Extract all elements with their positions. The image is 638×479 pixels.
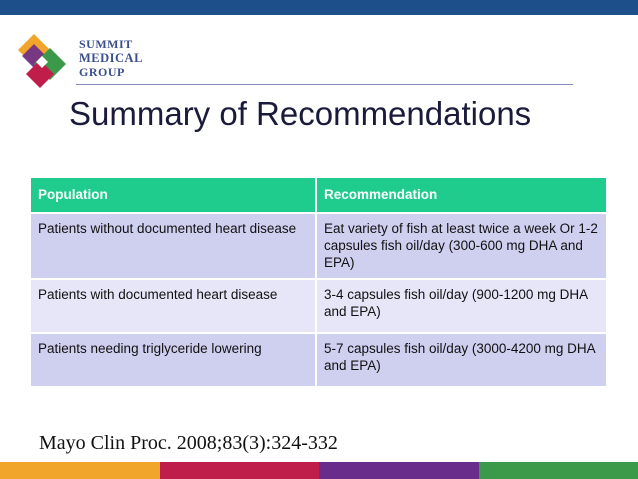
- table-row: [31, 333, 606, 386]
- stripe-red: [160, 462, 320, 479]
- summit-diamond-logo-icon: [14, 30, 78, 94]
- recommendation-cell: 5-7 capsules fish oil/day (3000-4200 mg DHA and EPA): [316, 333, 606, 386]
- header-population: Population: [31, 178, 316, 213]
- top-banner-bar: [0, 0, 638, 15]
- population-cell: Patients without documented heart disease: [31, 213, 316, 279]
- stripe-purple: [319, 462, 479, 479]
- slide-title: Summary of Recommendations: [69, 95, 532, 132]
- citation: Mayo Clin Proc. 2008;83(3):324-332: [39, 432, 338, 454]
- recommendation-cell: Eat variety of fish at least twice a week Or 1-2 capsules fish oil/day (300-600 mg DHA and EPA): [316, 213, 606, 279]
- logo-line-1: SUMMIT: [79, 37, 133, 51]
- table-row: [31, 213, 606, 279]
- table-header-row: [31, 178, 606, 213]
- table-row: [31, 279, 606, 333]
- bottom-color-stripe: [0, 462, 638, 479]
- recommendation-cell: 3-4 capsules fish oil/day (900-1200 mg DHA and EPA): [316, 279, 606, 333]
- logo-wordmark: [79, 37, 159, 79]
- stripe-orange: [0, 462, 160, 479]
- stripe-green: [479, 462, 638, 479]
- population-cell: Patients with documented heart disease: [31, 279, 316, 333]
- population-cell: Patients needing triglyceride lowering: [31, 333, 316, 386]
- logo-line-2: MEDICAL: [79, 51, 143, 65]
- logo-line-3: GROUP: [79, 65, 125, 79]
- recommendations-table: [31, 178, 606, 386]
- header-recommendation: Recommendation: [316, 178, 606, 213]
- header-divider: [76, 84, 573, 85]
